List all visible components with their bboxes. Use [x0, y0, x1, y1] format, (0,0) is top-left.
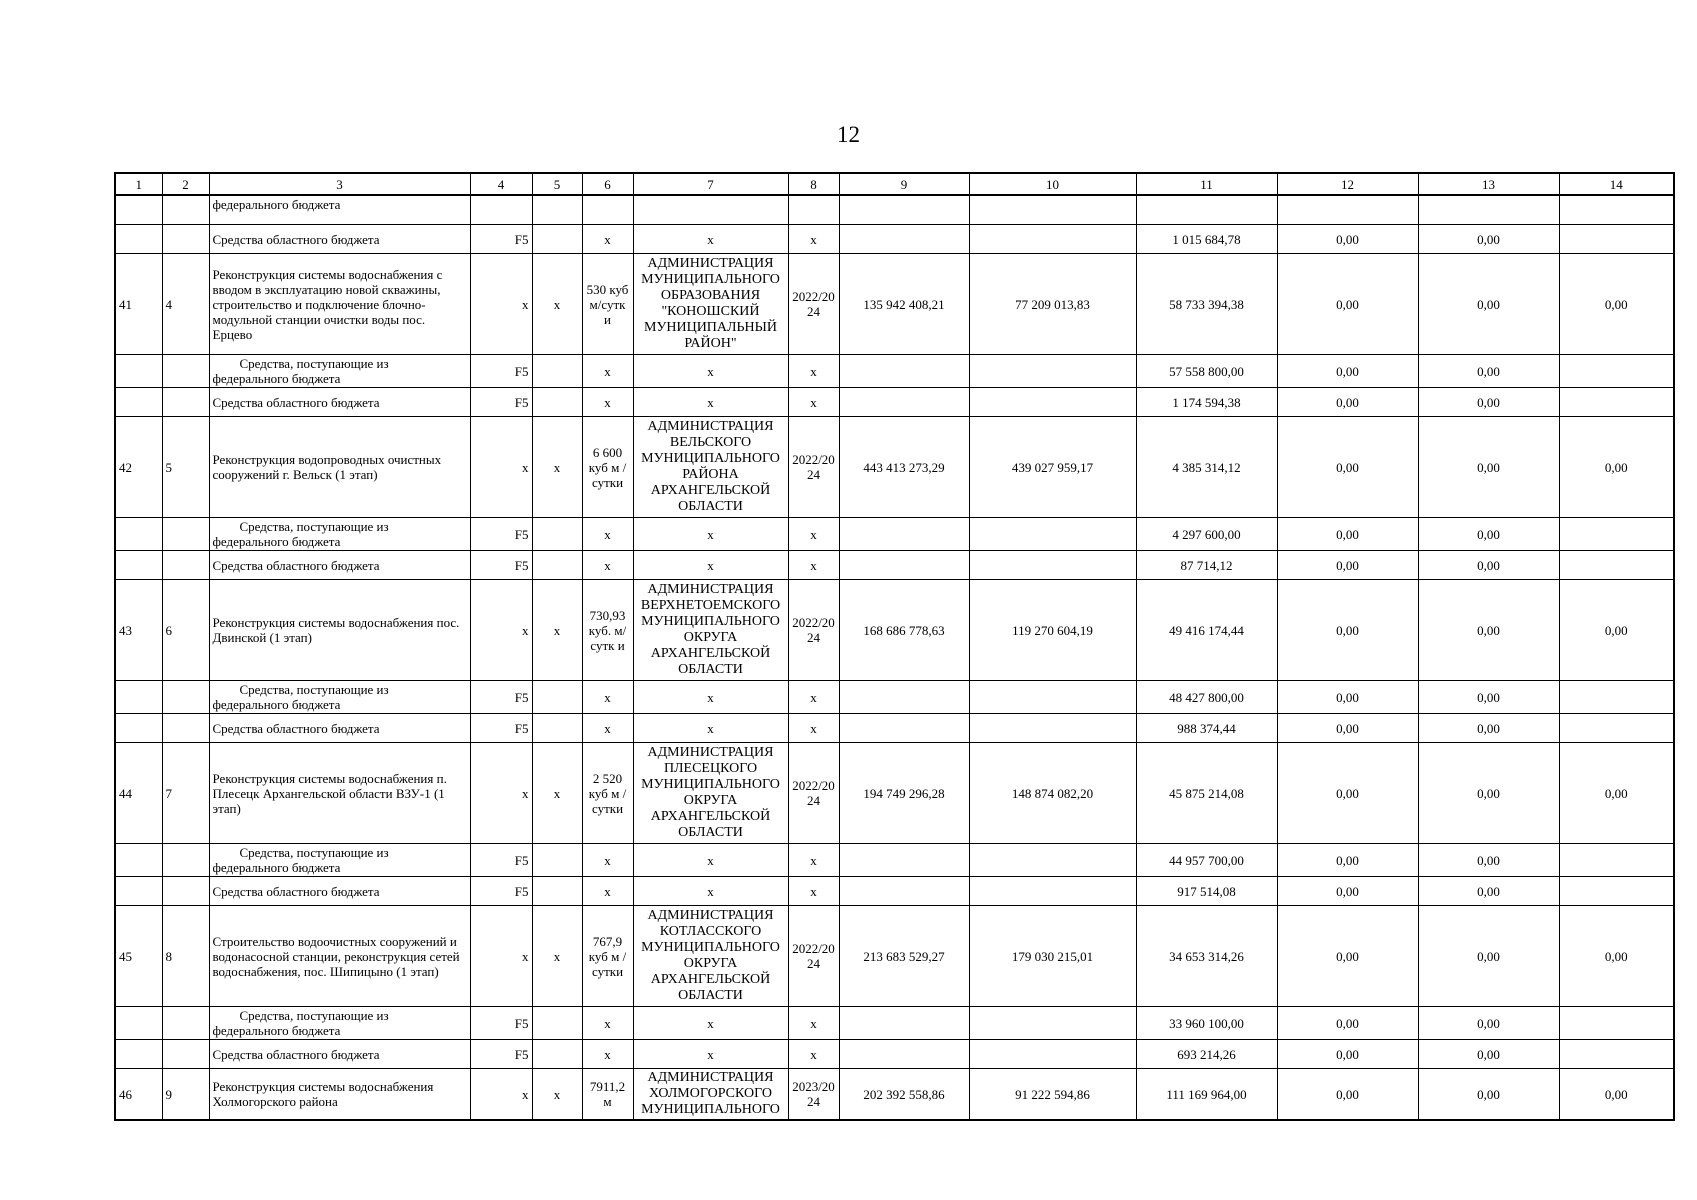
cell-col-14: 0,00 — [1559, 906, 1674, 1007]
cell-col-12: 0,00 — [1277, 551, 1418, 580]
cell-col-3: Средства областного бюджета — [209, 551, 470, 580]
cell-col-13: 0,00 — [1418, 580, 1559, 681]
cell-col-14 — [1559, 1007, 1674, 1040]
cell-col-1 — [115, 681, 162, 714]
cell-col-13: 0,00 — [1418, 254, 1559, 355]
cell-col-10 — [969, 518, 1136, 551]
cell-col-4: F5 — [470, 714, 532, 743]
cell-col-10 — [969, 551, 1136, 580]
cell-col-6: x — [582, 355, 633, 388]
cell-col-1 — [115, 877, 162, 906]
cell-col-5 — [532, 551, 582, 580]
cell-col-3: Средства областного бюджета — [209, 714, 470, 743]
cell-col-3: Средства областного бюджета — [209, 877, 470, 906]
cell-col-9: 194 749 296,28 — [839, 743, 969, 844]
cell-col-3: Средства областного бюджета — [209, 225, 470, 254]
cell-col-3: Реконструкция водопроводных очистных сооружений г. Вельск (1 этап) — [209, 417, 470, 518]
cell-col-10: 77 209 013,83 — [969, 254, 1136, 355]
cell-col-9 — [839, 714, 969, 743]
column-header: 8 — [788, 173, 839, 195]
cell-col-14 — [1559, 714, 1674, 743]
cell-col-7: АДМИНИСТРАЦИЯ МУНИЦИПАЛЬНОГО ОБРАЗОВАНИЯ "КОНОШСКИЙ МУНИЦИПАЛЬНЫЙ РАЙОН" — [633, 254, 788, 355]
federal-funds-label: Средства, поступающие из — [239, 519, 389, 534]
cell-col-12 — [1277, 195, 1418, 225]
cell-col-13: 0,00 — [1418, 518, 1559, 551]
cell-col-1: 45 — [115, 906, 162, 1007]
cell-col-1: 43 — [115, 580, 162, 681]
page-number: 12 — [837, 122, 860, 147]
cell-col-13: 0,00 — [1418, 743, 1559, 844]
cell-col-3 — [209, 355, 470, 388]
cell-col-11: 57 558 800,00 — [1136, 355, 1277, 388]
cell-col-14: 0,00 — [1559, 743, 1674, 844]
cell-col-11 — [1136, 195, 1277, 225]
cell-col-9 — [839, 388, 969, 417]
cell-col-7: x — [633, 355, 788, 388]
cell-col-2 — [162, 681, 209, 714]
cell-col-11: 34 653 314,26 — [1136, 906, 1277, 1007]
cell-col-9 — [839, 681, 969, 714]
cell-col-5 — [532, 518, 582, 551]
cell-col-1 — [115, 518, 162, 551]
cell-col-2 — [162, 551, 209, 580]
cell-col-9 — [839, 518, 969, 551]
cell-col-8: x — [788, 877, 839, 906]
cell-col-7: x — [633, 1040, 788, 1069]
cell-col-13: 0,00 — [1418, 225, 1559, 254]
cell-col-8: 2022/20 24 — [788, 906, 839, 1007]
cell-col-13: 0,00 — [1418, 714, 1559, 743]
cell-col-7: x — [633, 681, 788, 714]
cell-col-13: 0,00 — [1418, 844, 1559, 877]
cell-col-3: Реконструкция системы водоснабжения Холмогорского района — [209, 1069, 470, 1121]
cell-col-12: 0,00 — [1277, 417, 1418, 518]
cell-col-10: 148 874 082,20 — [969, 743, 1136, 844]
cell-col-13: 0,00 — [1418, 877, 1559, 906]
cell-col-14 — [1559, 681, 1674, 714]
cell-col-10 — [969, 1007, 1136, 1040]
cell-col-14 — [1559, 518, 1674, 551]
cell-col-6: 767,9 куб м / сутки — [582, 906, 633, 1007]
cell-col-7: x — [633, 388, 788, 417]
cell-col-9 — [839, 1007, 969, 1040]
cell-col-10: 179 030 215,01 — [969, 906, 1136, 1007]
cell-col-7 — [633, 195, 788, 225]
cell-col-1 — [115, 714, 162, 743]
cell-col-12: 0,00 — [1277, 714, 1418, 743]
cell-col-8: x — [788, 518, 839, 551]
cell-col-9: 443 413 273,29 — [839, 417, 969, 518]
cell-col-14: 0,00 — [1559, 417, 1674, 518]
cell-col-14 — [1559, 388, 1674, 417]
cell-col-9 — [839, 195, 969, 225]
cell-col-7: АДМИНИСТРАЦИЯ ВЕРХНЕТОЕМСКОГО МУНИЦИПАЛЬНОГО ОКРУГА АРХАНГЕЛЬСКОЙ ОБЛАСТИ — [633, 580, 788, 681]
cell-col-4: F5 — [470, 844, 532, 877]
cell-col-5 — [532, 1040, 582, 1069]
cell-col-4: x — [470, 580, 532, 681]
cell-col-7: x — [633, 877, 788, 906]
header-row — [115, 173, 1674, 195]
cell-col-7: x — [633, 1007, 788, 1040]
table-row — [115, 225, 1674, 254]
cell-col-10: 439 027 959,17 — [969, 417, 1136, 518]
cell-col-10 — [969, 877, 1136, 906]
table-row — [115, 388, 1674, 417]
cell-col-1: 42 — [115, 417, 162, 518]
cell-col-1 — [115, 551, 162, 580]
cell-col-1 — [115, 195, 162, 225]
table-row — [115, 844, 1674, 877]
cell-col-10: 91 222 594,86 — [969, 1069, 1136, 1121]
cell-col-12: 0,00 — [1277, 877, 1418, 906]
federal-funds-label-cont: федерального бюджета — [212, 371, 341, 386]
federal-funds-label: Средства, поступающие из — [239, 682, 389, 697]
table-row — [115, 681, 1674, 714]
table-row — [115, 580, 1674, 681]
cell-col-10 — [969, 195, 1136, 225]
cell-col-11: 988 374,44 — [1136, 714, 1277, 743]
cell-col-14 — [1559, 355, 1674, 388]
cell-col-2: 9 — [162, 1069, 209, 1121]
cell-col-6: 2 520 куб м / сутки — [582, 743, 633, 844]
cell-col-14 — [1559, 551, 1674, 580]
cell-col-4: x — [470, 906, 532, 1007]
table-row — [115, 551, 1674, 580]
cell-col-8: x — [788, 355, 839, 388]
cell-col-7: АДМИНИСТРАЦИЯ ПЛЕСЕЦКОГО МУНИЦИПАЛЬНОГО ОКРУГА АРХАНГЕЛЬСКОЙ ОБЛАСТИ — [633, 743, 788, 844]
cell-col-6: 730,93 куб. м/сутк и — [582, 580, 633, 681]
cell-col-9 — [839, 844, 969, 877]
cell-col-4: F5 — [470, 355, 532, 388]
cell-col-7: x — [633, 714, 788, 743]
cell-col-9: 135 942 408,21 — [839, 254, 969, 355]
cell-col-13: 0,00 — [1418, 551, 1559, 580]
cell-col-4: F5 — [470, 1007, 532, 1040]
cell-col-2: 5 — [162, 417, 209, 518]
cell-col-11: 58 733 394,38 — [1136, 254, 1277, 355]
cell-col-4: F5 — [470, 1040, 532, 1069]
cell-col-13: 0,00 — [1418, 1069, 1559, 1121]
cell-col-11: 48 427 800,00 — [1136, 681, 1277, 714]
cell-col-8: 2022/20 24 — [788, 254, 839, 355]
cell-col-14 — [1559, 225, 1674, 254]
cell-col-13: 0,00 — [1418, 417, 1559, 518]
cell-col-7: АДМИНИСТРАЦИЯ ХОЛМОГОРСКОГО МУНИЦИПАЛЬНОГО — [633, 1069, 788, 1121]
column-header: 13 — [1418, 173, 1559, 195]
cell-col-13: 0,00 — [1418, 355, 1559, 388]
cell-col-7: АДМИНИСТРАЦИЯ ВЕЛЬСКОГО МУНИЦИПАЛЬНОГО РАЙОНА АРХАНГЕЛЬСКОЙ ОБЛАСТИ — [633, 417, 788, 518]
cell-col-6: x — [582, 225, 633, 254]
cell-col-2 — [162, 844, 209, 877]
cell-col-1 — [115, 388, 162, 417]
column-header: 6 — [582, 173, 633, 195]
cell-col-5 — [532, 877, 582, 906]
cell-col-3: Реконструкция системы водоснабжения пос. Двинской (1 этап) — [209, 580, 470, 681]
cell-col-3: федерального бюджета — [209, 195, 470, 225]
cell-col-11: 33 960 100,00 — [1136, 1007, 1277, 1040]
cell-col-11: 45 875 214,08 — [1136, 743, 1277, 844]
table-row — [115, 1069, 1674, 1121]
cell-col-4: F5 — [470, 681, 532, 714]
federal-funds-label: Средства, поступающие из — [239, 356, 389, 371]
cell-col-3: Реконструкция системы водоснабжения с вводом в эксплуатацию новой скважины, строительство и подключение блочно-модульной станции очистки воды пос. Ерцево — [209, 254, 470, 355]
cell-col-3: Средства областного бюджета — [209, 1040, 470, 1069]
cell-col-14: 0,00 — [1559, 1069, 1674, 1121]
cell-col-5 — [532, 844, 582, 877]
cell-col-5: x — [532, 1069, 582, 1121]
cell-col-12: 0,00 — [1277, 906, 1418, 1007]
column-header: 9 — [839, 173, 969, 195]
cell-col-4: x — [470, 254, 532, 355]
cell-col-9 — [839, 877, 969, 906]
cell-col-13 — [1418, 195, 1559, 225]
cell-col-14: 0,00 — [1559, 580, 1674, 681]
cell-col-9 — [839, 551, 969, 580]
cell-col-2 — [162, 225, 209, 254]
cell-col-10 — [969, 388, 1136, 417]
column-header: 7 — [633, 173, 788, 195]
cell-col-8: x — [788, 1007, 839, 1040]
cell-col-5: x — [532, 580, 582, 681]
cell-col-8: 2022/20 24 — [788, 417, 839, 518]
cell-col-5 — [532, 681, 582, 714]
cell-col-11: 1 174 594,38 — [1136, 388, 1277, 417]
cell-col-1 — [115, 844, 162, 877]
cell-col-5 — [532, 355, 582, 388]
table-row — [115, 906, 1674, 1007]
cell-col-14: 0,00 — [1559, 254, 1674, 355]
column-header: 11 — [1136, 173, 1277, 195]
column-header: 2 — [162, 173, 209, 195]
cell-col-8: x — [788, 681, 839, 714]
table-row — [115, 1007, 1674, 1040]
cell-col-8 — [788, 195, 839, 225]
cell-col-9 — [839, 225, 969, 254]
cell-col-7: x — [633, 225, 788, 254]
cell-col-1 — [115, 355, 162, 388]
cell-col-10: 119 270 604,19 — [969, 580, 1136, 681]
cell-col-12: 0,00 — [1277, 681, 1418, 714]
federal-funds-label: Средства, поступающие из — [239, 845, 389, 860]
cell-col-6: x — [582, 551, 633, 580]
cell-col-2: 4 — [162, 254, 209, 355]
federal-funds-label-cont: федерального бюджета — [212, 1023, 341, 1038]
cell-col-6 — [582, 195, 633, 225]
cell-col-3: Строительство водоочистных сооружений и водонасосной станции, реконструкция сетей водоснабжения, пос. Шипицыно (1 этап) — [209, 906, 470, 1007]
cell-col-5: x — [532, 906, 582, 1007]
table-row — [115, 714, 1674, 743]
cell-col-5: x — [532, 743, 582, 844]
cell-col-3: Средства областного бюджета — [209, 388, 470, 417]
cell-col-12: 0,00 — [1277, 225, 1418, 254]
cell-col-2 — [162, 1040, 209, 1069]
cell-col-2: 7 — [162, 743, 209, 844]
cell-col-11: 49 416 174,44 — [1136, 580, 1277, 681]
cell-col-13: 0,00 — [1418, 1007, 1559, 1040]
cell-col-11: 44 957 700,00 — [1136, 844, 1277, 877]
column-header: 1 — [115, 173, 162, 195]
cell-col-10 — [969, 681, 1136, 714]
cell-col-10 — [969, 844, 1136, 877]
cell-col-1: 46 — [115, 1069, 162, 1121]
cell-col-2 — [162, 877, 209, 906]
table-row — [115, 417, 1674, 518]
cell-col-2: 8 — [162, 906, 209, 1007]
cell-col-8: 2023/20 24 — [788, 1069, 839, 1121]
cell-col-12: 0,00 — [1277, 1040, 1418, 1069]
cell-col-6: x — [582, 518, 633, 551]
cell-col-7: АДМИНИСТРАЦИЯ КОТЛАССКОГО МУНИЦИПАЛЬНОГО ОКРУГА АРХАНГЕЛЬСКОЙ ОБЛАСТИ — [633, 906, 788, 1007]
cell-col-12: 0,00 — [1277, 388, 1418, 417]
cell-col-12: 0,00 — [1277, 1007, 1418, 1040]
cell-col-8: x — [788, 1040, 839, 1069]
cell-col-3 — [209, 1007, 470, 1040]
cell-col-6: x — [582, 681, 633, 714]
cell-col-12: 0,00 — [1277, 844, 1418, 877]
cell-col-10 — [969, 1040, 1136, 1069]
cell-col-2 — [162, 195, 209, 225]
table-row — [115, 195, 1674, 225]
cell-col-4: x — [470, 417, 532, 518]
cell-col-4: F5 — [470, 877, 532, 906]
cell-col-8: x — [788, 551, 839, 580]
cell-col-1: 44 — [115, 743, 162, 844]
cell-col-12: 0,00 — [1277, 254, 1418, 355]
cell-col-4 — [470, 195, 532, 225]
cell-col-13: 0,00 — [1418, 388, 1559, 417]
cell-col-8: 2022/20 24 — [788, 743, 839, 844]
cell-col-4: F5 — [470, 551, 532, 580]
cell-col-13: 0,00 — [1418, 906, 1559, 1007]
cell-col-6: x — [582, 844, 633, 877]
cell-col-8: x — [788, 225, 839, 254]
federal-funds-label-cont: федерального бюджета — [212, 860, 341, 875]
cell-col-5: x — [532, 254, 582, 355]
cell-col-8: x — [788, 844, 839, 877]
cell-col-13: 0,00 — [1418, 1040, 1559, 1069]
table-row — [115, 877, 1674, 906]
cell-col-11: 4 297 600,00 — [1136, 518, 1277, 551]
cell-col-1 — [115, 1040, 162, 1069]
cell-col-1: 41 — [115, 254, 162, 355]
cell-col-8: 2022/20 24 — [788, 580, 839, 681]
column-header: 4 — [470, 173, 532, 195]
cell-col-2 — [162, 714, 209, 743]
cell-col-5 — [532, 388, 582, 417]
cell-col-7: x — [633, 844, 788, 877]
cell-col-9 — [839, 1040, 969, 1069]
cell-col-14 — [1559, 195, 1674, 225]
cell-col-3 — [209, 844, 470, 877]
federal-funds-label-cont: федерального бюджета — [212, 534, 341, 549]
cell-col-11: 87 714,12 — [1136, 551, 1277, 580]
cell-col-10 — [969, 225, 1136, 254]
cell-col-12: 0,00 — [1277, 580, 1418, 681]
cell-col-3 — [209, 518, 470, 551]
cell-col-8: x — [788, 388, 839, 417]
cell-col-11: 1 015 684,78 — [1136, 225, 1277, 254]
cell-col-13: 0,00 — [1418, 681, 1559, 714]
cell-col-1 — [115, 1007, 162, 1040]
table-row — [115, 1040, 1674, 1069]
cell-col-9: 168 686 778,63 — [839, 580, 969, 681]
cell-col-2 — [162, 518, 209, 551]
cell-col-5 — [532, 714, 582, 743]
cell-col-6: 6 600 куб м / сутки — [582, 417, 633, 518]
cell-col-11: 4 385 314,12 — [1136, 417, 1277, 518]
table-row — [115, 254, 1674, 355]
cell-col-12: 0,00 — [1277, 1069, 1418, 1121]
federal-funds-label-cont: федерального бюджета — [212, 697, 341, 712]
cell-col-5 — [532, 195, 582, 225]
cell-col-12: 0,00 — [1277, 355, 1418, 388]
cell-col-10 — [969, 355, 1136, 388]
cell-col-9: 213 683 529,27 — [839, 906, 969, 1007]
table-row — [115, 518, 1674, 551]
cell-col-2 — [162, 1007, 209, 1040]
table-row — [115, 743, 1674, 844]
column-header: 12 — [1277, 173, 1418, 195]
cell-col-9: 202 392 558,86 — [839, 1069, 969, 1121]
cell-col-14 — [1559, 844, 1674, 877]
cell-col-14 — [1559, 877, 1674, 906]
cell-col-9 — [839, 355, 969, 388]
cell-col-6: x — [582, 388, 633, 417]
cell-col-5 — [532, 1007, 582, 1040]
cell-col-1 — [115, 225, 162, 254]
cell-col-10 — [969, 714, 1136, 743]
cell-col-11: 917 514,08 — [1136, 877, 1277, 906]
program-table — [114, 172, 1675, 1121]
cell-col-7: x — [633, 518, 788, 551]
cell-col-2 — [162, 388, 209, 417]
cell-col-11: 111 169 964,00 — [1136, 1069, 1277, 1121]
cell-col-4: F5 — [470, 225, 532, 254]
federal-funds-label: Средства, поступающие из — [239, 1008, 389, 1023]
cell-col-6: x — [582, 714, 633, 743]
cell-col-12: 0,00 — [1277, 518, 1418, 551]
column-header: 5 — [532, 173, 582, 195]
column-header: 10 — [969, 173, 1136, 195]
cell-col-5: x — [532, 417, 582, 518]
cell-col-4: x — [470, 743, 532, 844]
cell-col-3: Реконструкция системы водоснабжения п. Плесецк Архангельской области ВЗУ-1 (1 этап) — [209, 743, 470, 844]
cell-col-6: x — [582, 877, 633, 906]
table-row — [115, 355, 1674, 388]
cell-col-2: 6 — [162, 580, 209, 681]
cell-col-4: x — [470, 1069, 532, 1121]
cell-col-11: 693 214,26 — [1136, 1040, 1277, 1069]
cell-col-4: F5 — [470, 388, 532, 417]
column-header: 3 — [209, 173, 470, 195]
cell-col-6: 530 куб м/сутк и — [582, 254, 633, 355]
cell-col-7: x — [633, 551, 788, 580]
cell-col-14 — [1559, 1040, 1674, 1069]
cell-col-5 — [532, 225, 582, 254]
cell-col-8: x — [788, 714, 839, 743]
cell-col-6: x — [582, 1040, 633, 1069]
table-body — [115, 173, 1674, 1120]
column-header: 14 — [1559, 173, 1674, 195]
cell-col-12: 0,00 — [1277, 743, 1418, 844]
cell-col-6: x — [582, 1007, 633, 1040]
cell-col-3 — [209, 681, 470, 714]
cell-col-2 — [162, 355, 209, 388]
cell-col-4: F5 — [470, 518, 532, 551]
cell-col-6: 7911,2 м — [582, 1069, 633, 1121]
